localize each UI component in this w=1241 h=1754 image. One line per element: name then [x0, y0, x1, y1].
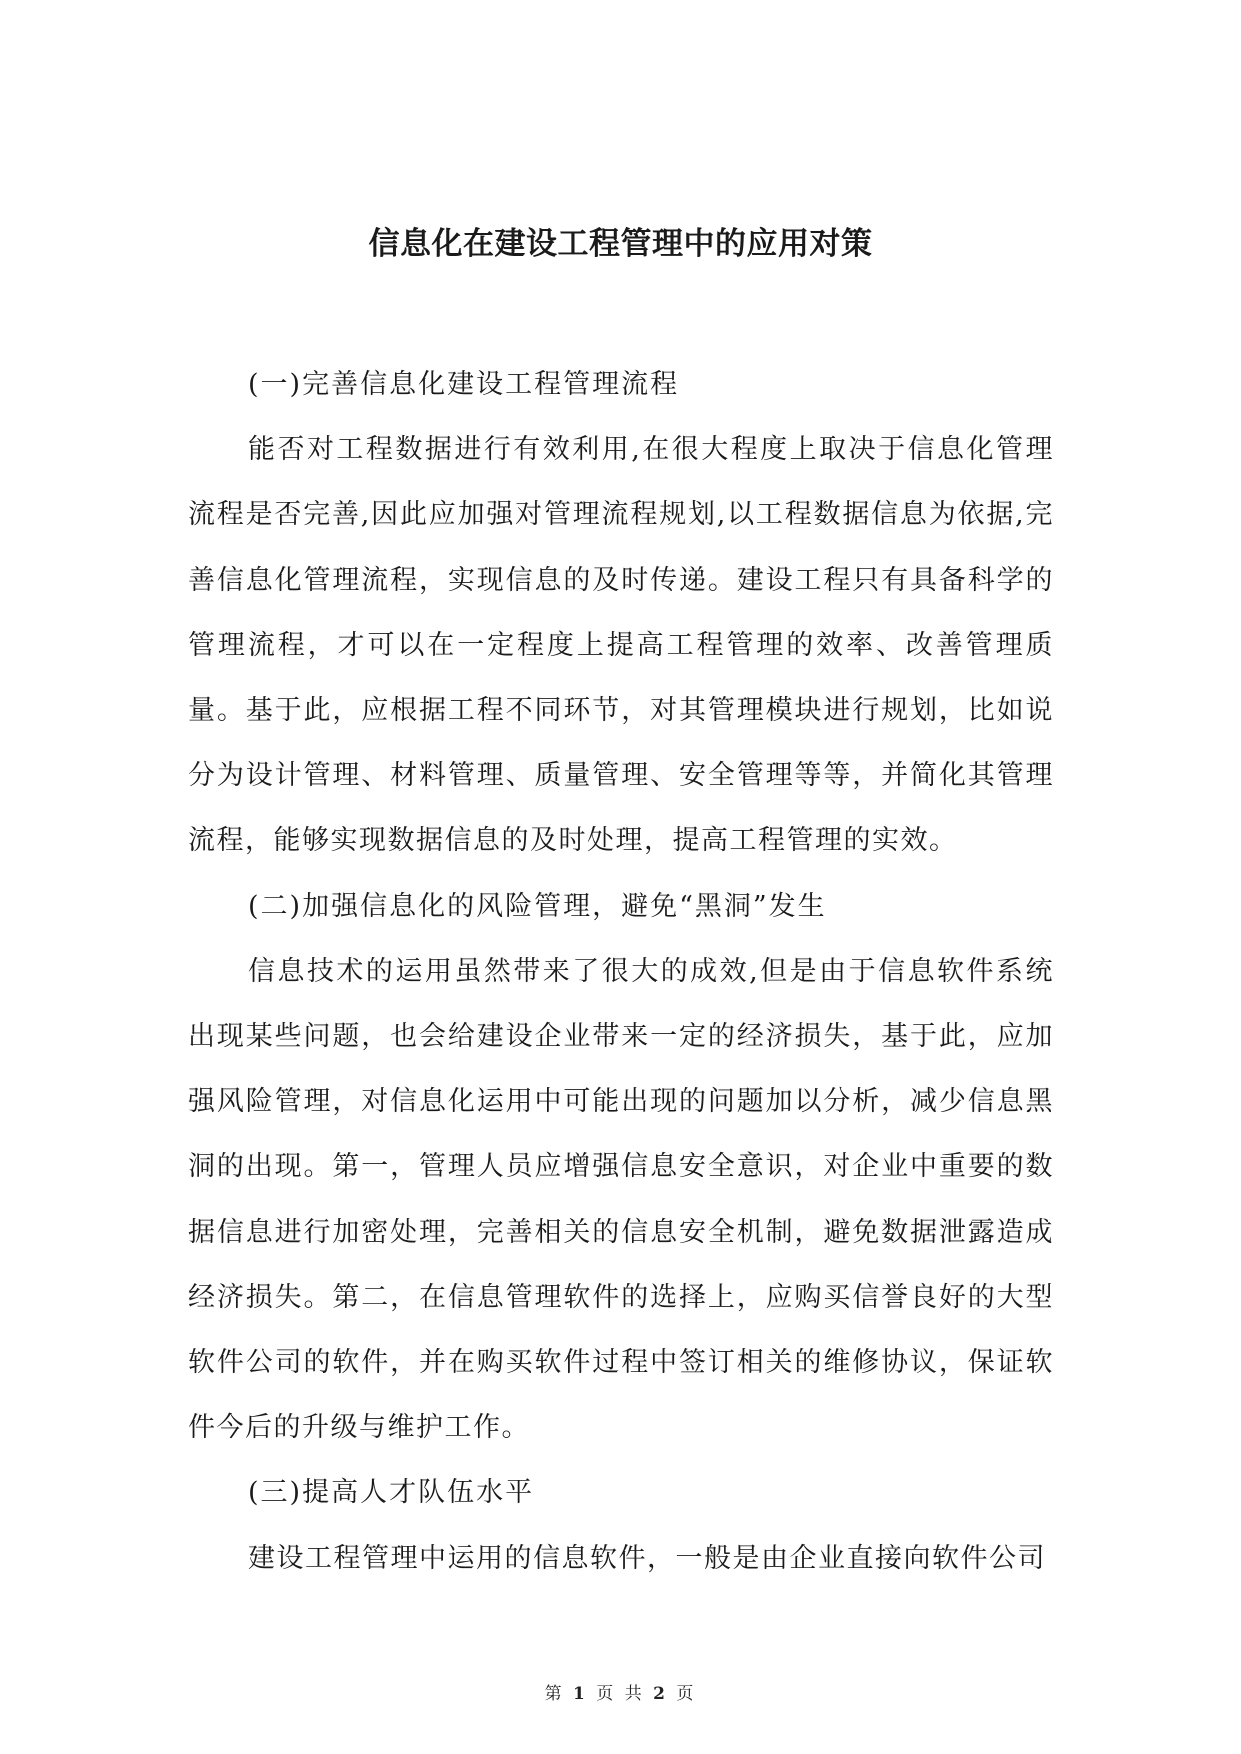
footer-suffix: 页 [676, 1684, 697, 1704]
footer-middle: 页 共 [596, 1684, 645, 1704]
footer-current-page: 1 [573, 1684, 588, 1704]
page-footer [0, 1682, 1241, 1706]
section-paragraph-2: 信息技术的运用虽然带来了很大的成效,但是由于信息软件系统出现某些问题，也会给建设企业带来一定的经济损失，基于此，应加强风险管理，对信息化运用中可能出现的问题加以分析，减少信息黑洞的出现。第一，管理人员应增强信息安全意识，对企业中重要的数据信息进行加密处理，完善相关的信息安全机制，避免数据泄露造成经济损失。第二，在信息管理软件的选择上，应购买信誉良好的大型软件公司的软件，并在购买软件过程中签订相关的维修协议，保证软件今后的升级与维护工作。 [188, 955, 1054, 1444]
footer-total-pages: 2 [653, 1684, 668, 1704]
section-heading-1: (一)完善信息化建设工程管理流程 [248, 369, 680, 400]
document-title: 信息化在建设工程管理中的应用对策 [368, 226, 873, 262]
section-heading-2: (二)加强信息化的风险管理，避免“黑洞”发生 [248, 890, 827, 922]
section-heading-3: (三)提高人才队伍水平 [248, 1477, 535, 1509]
footer-prefix: 第 [544, 1684, 565, 1704]
section-paragraph-1: 能否对工程数据进行有效利用,在很大程度上取决于信息化管理流程是否完善,因此应加强对管理流程规划,以工程数据信息为依据,完善信息化管理流程，实现信息的及时传递。建设工程只有具备科学的管理流程，才可以在一定程度上提高工程管理的效率、改善管理质量。基于此，应根据工程不同环节，对其管理模块进行规划，比如说分为设计管理、材料管理、质量管理、安全管理等等，并简化其管理流程，能够实现数据信息的及时处理，提高工程管理的实效。 [188, 434, 1054, 857]
section-paragraph-3: 建设工程管理中运用的信息软件，一般是由企业直接向软件公司 [248, 1542, 1046, 1574]
document-body [188, 352, 1054, 1591]
